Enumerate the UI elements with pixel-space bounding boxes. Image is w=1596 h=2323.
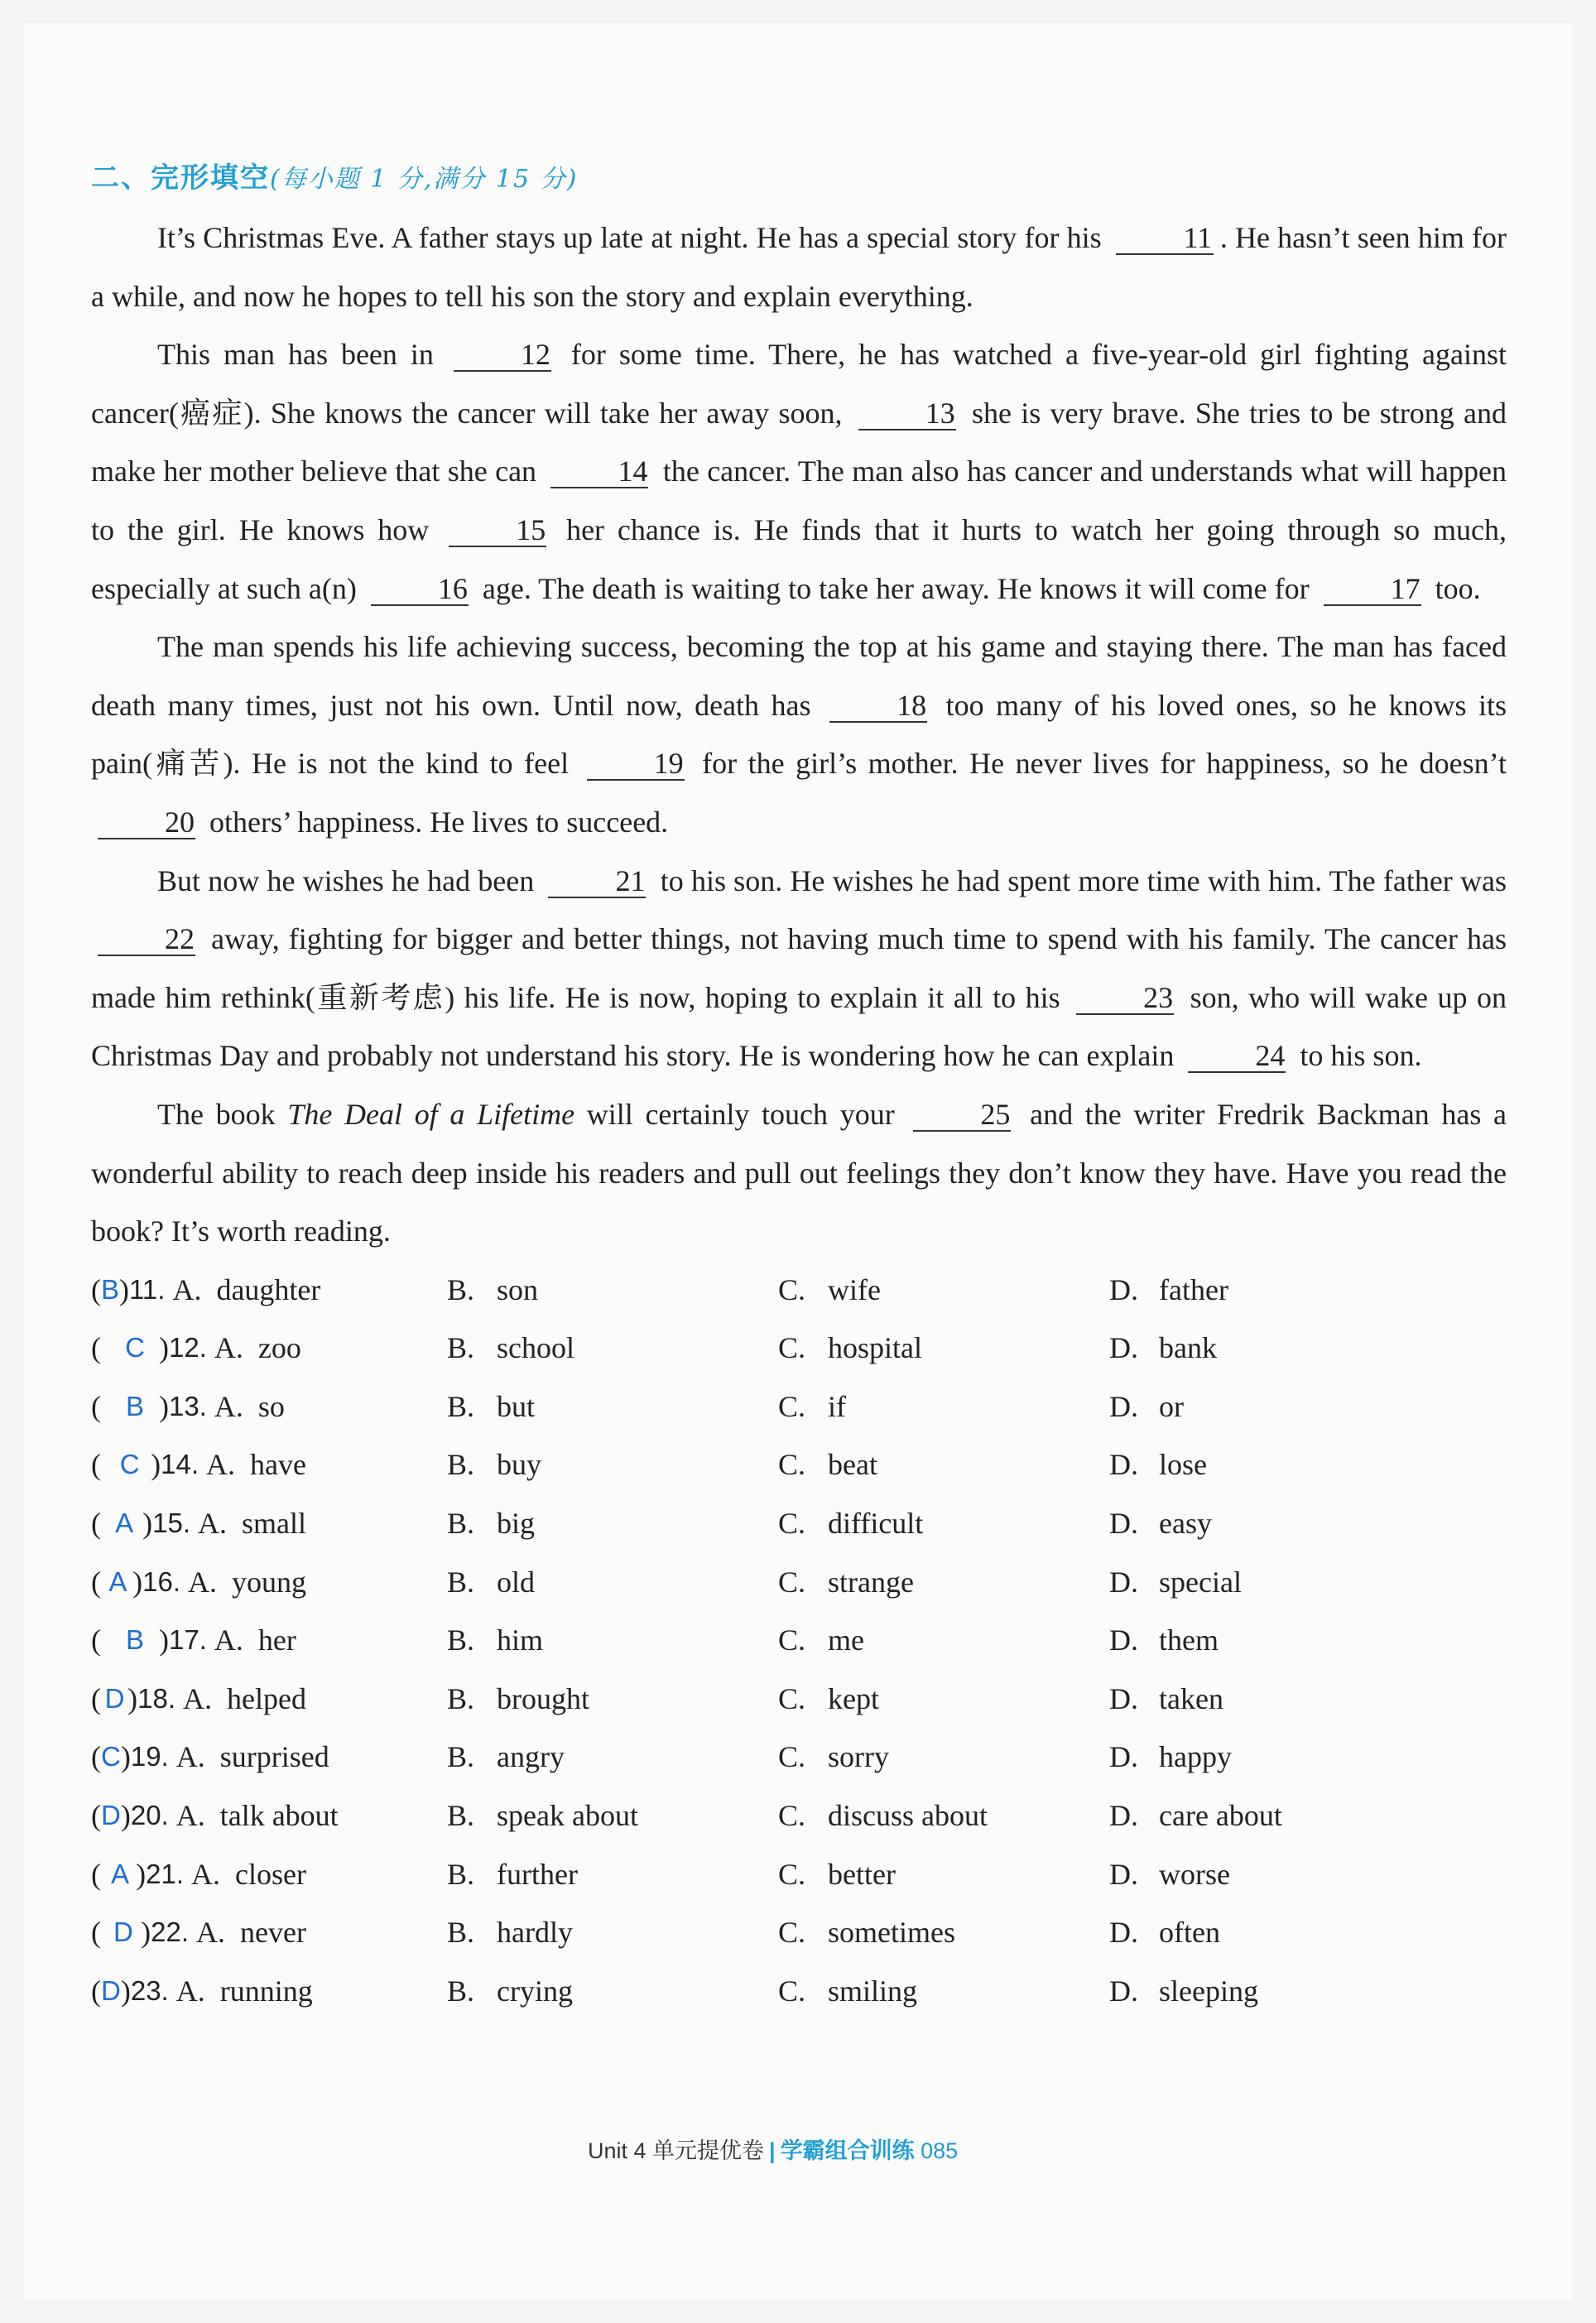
question-head xyxy=(91,1378,306,1436)
text: away, fighting for bigger and better things, not having much time to spend with his family. The cancer has made him rethink(重新考虑) his life. He is now, hoping to explain it all to his xyxy=(91,922,1507,1014)
page-number: 085 xyxy=(921,2138,959,2163)
option-b xyxy=(447,1553,778,1612)
text: and the writer Fredrik Backman has a wonderful ability to reach deep inside his readers and pull out feelings they don’t know they have. Have you read the book? It’s worth reading. xyxy=(91,1097,1507,1248)
close-paren: ) xyxy=(127,1681,138,1715)
question-head xyxy=(91,1553,306,1612)
text: she is very brave. She tries to be strong and make her mother believe that she can xyxy=(91,396,1507,488)
option-text: school xyxy=(497,1331,574,1365)
option-b xyxy=(447,1787,778,1845)
close-paren: ) xyxy=(132,1565,143,1599)
question-row xyxy=(91,1494,1507,1553)
passage-paragraph-3 xyxy=(91,618,1507,851)
question-head xyxy=(91,1494,306,1553)
option-letter: A. xyxy=(188,1565,217,1599)
question-number: 11. xyxy=(129,1273,166,1305)
close-paren: ) xyxy=(142,1507,153,1541)
question-number: 13. xyxy=(169,1390,207,1421)
option-letter: A. xyxy=(183,1681,213,1715)
answer-letter[interactable]: D xyxy=(101,1974,121,2006)
question-row xyxy=(91,1436,1507,1494)
option-text: have xyxy=(250,1448,306,1482)
option-text: helped xyxy=(227,1681,306,1715)
option-letter: C. xyxy=(778,1681,806,1715)
option-letter: A. xyxy=(214,1623,243,1657)
option-text: speak about xyxy=(497,1799,638,1833)
option-a xyxy=(175,1670,306,1729)
option-text: care about xyxy=(1159,1799,1282,1833)
question-head xyxy=(91,1728,329,1787)
option-letter: B. xyxy=(447,1565,475,1599)
option-b xyxy=(447,1261,778,1320)
option-letter: D. xyxy=(1109,1857,1138,1891)
option-text: small xyxy=(242,1507,306,1541)
text: too many of his loved ones, so he knows its pain(痛苦). He is not the kind to feel xyxy=(91,688,1507,781)
option-letter: C. xyxy=(778,1448,806,1482)
option-d xyxy=(1109,1728,1407,1787)
blank-11: 11 xyxy=(1116,222,1214,255)
open-paren: ( xyxy=(91,1272,101,1306)
blank-25: 25 xyxy=(913,1099,1011,1132)
text: The book xyxy=(157,1097,276,1131)
option-text: but xyxy=(497,1389,536,1423)
blank-23: 23 xyxy=(1076,982,1174,1015)
option-letter: A. xyxy=(175,1740,205,1774)
option-text: father xyxy=(1159,1272,1228,1306)
option-letter: C. xyxy=(778,1565,806,1599)
option-text: often xyxy=(1159,1916,1220,1950)
option-letter: D. xyxy=(1109,1389,1138,1423)
option-text: strange xyxy=(828,1565,914,1599)
text: age. The death is waiting to take her away. He knows it will come for xyxy=(482,571,1310,605)
option-letter: D. xyxy=(1109,1331,1138,1365)
option-c xyxy=(778,1553,1109,1612)
option-a xyxy=(207,1378,285,1436)
open-paren: ( xyxy=(91,1799,101,1833)
question-number: 21. xyxy=(146,1858,185,1889)
option-letter: C. xyxy=(778,1857,806,1891)
option-letter: A. xyxy=(196,1916,226,1950)
option-d xyxy=(1109,1436,1407,1494)
question-row xyxy=(91,1378,1507,1436)
close-paren: ) xyxy=(120,1740,131,1774)
question-number: 14. xyxy=(161,1449,200,1480)
option-b xyxy=(447,1494,778,1553)
footer-brand: 学霸组合训练 xyxy=(780,2138,915,2163)
question-head xyxy=(91,1436,306,1494)
option-c xyxy=(778,1611,1109,1670)
option-text: smiling xyxy=(828,1974,918,2008)
option-b xyxy=(447,1962,778,2021)
option-a xyxy=(169,1787,339,1845)
open-paren: ( xyxy=(91,1389,101,1423)
blank-14: 14 xyxy=(550,455,648,488)
text: for the girl’s mother. He never lives for happiness, so he doesn’t xyxy=(702,747,1507,781)
question-number: 18. xyxy=(137,1682,176,1714)
option-text: difficult xyxy=(828,1507,924,1541)
option-letter: C. xyxy=(778,1272,806,1306)
answer-letter[interactable]: A xyxy=(115,1508,134,1539)
question-number: 17. xyxy=(169,1624,207,1656)
option-b xyxy=(447,1319,778,1378)
option-text: hospital xyxy=(828,1331,922,1365)
question-row xyxy=(91,1962,1507,2021)
text: to his son. He wishes he had spent more time with him. The father was xyxy=(660,863,1507,897)
option-letter: C. xyxy=(778,1974,806,2008)
option-letter: D. xyxy=(1109,1916,1138,1950)
option-letter: B. xyxy=(447,1799,475,1833)
open-paren: ( xyxy=(91,1974,101,2008)
option-letter: B. xyxy=(447,1681,475,1715)
option-c xyxy=(778,1319,1109,1378)
option-letter: A. xyxy=(172,1272,202,1306)
option-text: wife xyxy=(828,1272,881,1306)
text: her chance is. He finds that it hurts to watch her going through so much, especially at such a(n) xyxy=(91,512,1507,605)
option-d xyxy=(1109,1494,1407,1553)
option-d xyxy=(1109,1903,1407,1962)
question-head xyxy=(91,1611,306,1670)
text: . He hasn’t seen him for a while, and now he hopes to tell his son the story and explain everything. xyxy=(91,221,1507,313)
option-text: hardly xyxy=(497,1916,573,1950)
question-row xyxy=(91,1319,1507,1378)
option-d xyxy=(1109,1378,1407,1436)
option-c xyxy=(778,1903,1109,1962)
option-letter: B. xyxy=(447,1623,475,1657)
open-paren: ( xyxy=(91,1916,101,1950)
question-list xyxy=(91,1261,1507,2021)
option-letter: D. xyxy=(1109,1623,1138,1657)
answer-letter[interactable]: B xyxy=(125,1624,144,1656)
close-paren: ) xyxy=(119,1272,130,1306)
option-letter: B. xyxy=(447,1389,475,1423)
option-letter: B. xyxy=(447,1857,475,1891)
question-row xyxy=(91,1553,1507,1612)
section-heading-sub: (每小题 1 分,满分 15 分) xyxy=(270,165,579,194)
option-letter: B. xyxy=(447,1974,475,2008)
option-letter: A. xyxy=(198,1507,227,1541)
question-head xyxy=(91,1845,306,1904)
answer-letter[interactable]: B xyxy=(125,1390,144,1421)
option-text: easy xyxy=(1159,1507,1212,1541)
option-text: running xyxy=(219,1974,313,2008)
option-text: special xyxy=(1159,1565,1242,1599)
option-text: never xyxy=(240,1916,306,1950)
option-d xyxy=(1109,1670,1407,1729)
option-d xyxy=(1109,1962,1407,2021)
option-text: sorry xyxy=(828,1740,889,1774)
text: to his son. xyxy=(1300,1039,1422,1073)
text: This man has been in xyxy=(157,338,434,372)
open-paren: ( xyxy=(91,1448,101,1482)
text: too. xyxy=(1435,571,1481,605)
answer-letter[interactable]: D xyxy=(113,1917,133,1948)
question-head xyxy=(91,1319,306,1378)
option-text: happy xyxy=(1159,1740,1232,1774)
option-letter: C. xyxy=(778,1799,806,1833)
option-a xyxy=(199,1436,306,1494)
option-a xyxy=(190,1494,306,1553)
option-text: buy xyxy=(497,1448,541,1482)
blank-17: 17 xyxy=(1324,573,1421,606)
option-c xyxy=(778,1845,1109,1904)
option-text: discuss about xyxy=(828,1799,988,1833)
option-text: sometimes xyxy=(828,1916,955,1950)
option-c xyxy=(778,1787,1109,1845)
option-text: if xyxy=(828,1389,846,1423)
close-paren: ) xyxy=(120,1974,131,2008)
option-letter: D. xyxy=(1109,1507,1138,1541)
option-text: bank xyxy=(1159,1331,1217,1365)
blank-15: 15 xyxy=(449,514,546,547)
option-letter: B. xyxy=(447,1916,475,1950)
option-letter: D. xyxy=(1109,1681,1138,1715)
option-d xyxy=(1109,1319,1407,1378)
footer-unit: Unit 4 单元提优卷 xyxy=(588,2138,765,2163)
option-c xyxy=(778,1261,1109,1320)
option-text: zoo xyxy=(257,1331,301,1365)
option-d xyxy=(1109,1553,1407,1612)
option-c xyxy=(778,1378,1109,1436)
answer-letter[interactable]: C xyxy=(119,1449,140,1480)
option-text: crying xyxy=(497,1974,573,2008)
option-text: kept xyxy=(828,1681,879,1715)
question-head xyxy=(91,1670,306,1729)
option-letter: C. xyxy=(778,1331,806,1365)
option-letter: B. xyxy=(447,1331,475,1365)
option-a xyxy=(169,1962,313,2021)
option-c xyxy=(778,1436,1109,1494)
option-a xyxy=(207,1611,296,1670)
open-paren: ( xyxy=(91,1740,101,1774)
option-d xyxy=(1109,1787,1407,1845)
option-text: closer xyxy=(235,1857,306,1891)
passage-paragraph-5 xyxy=(91,1085,1507,1261)
question-row xyxy=(91,1787,1507,1845)
option-a xyxy=(169,1728,329,1787)
option-letter: C. xyxy=(778,1916,806,1950)
cloze-section xyxy=(91,149,1507,2020)
option-letter: C. xyxy=(778,1507,806,1541)
option-text: sleeping xyxy=(1159,1974,1258,2008)
open-paren: ( xyxy=(91,1331,101,1365)
option-letter: D. xyxy=(1109,1974,1138,2008)
text: The man spends his life achieving success, becoming the top at his game and staying there. The man has faced death many times, just not his own. Until now, death has xyxy=(91,630,1507,722)
blank-13: 13 xyxy=(858,397,956,430)
option-text: further xyxy=(497,1857,578,1891)
option-text: worse xyxy=(1159,1857,1230,1891)
close-paren: ) xyxy=(120,1799,131,1833)
option-text: lose xyxy=(1159,1448,1207,1482)
option-a xyxy=(184,1845,306,1904)
blank-18: 18 xyxy=(829,690,927,723)
option-text: him xyxy=(497,1623,544,1657)
option-text: young xyxy=(232,1565,306,1599)
blank-20: 20 xyxy=(98,806,195,839)
question-number: 23. xyxy=(130,1974,169,2006)
close-paren: ) xyxy=(136,1857,147,1891)
option-b xyxy=(447,1436,778,1494)
option-d xyxy=(1109,1611,1407,1670)
option-b xyxy=(447,1611,778,1670)
close-paren: ) xyxy=(141,1916,151,1950)
option-d xyxy=(1109,1261,1407,1320)
blank-19: 19 xyxy=(587,748,685,781)
option-text: talk about xyxy=(219,1799,339,1833)
question-number: 22. xyxy=(151,1917,190,1948)
passage-paragraph-4 xyxy=(91,852,1507,1085)
option-text: so xyxy=(257,1389,285,1423)
text: But now he wishes he had been xyxy=(157,863,535,897)
option-letter: D. xyxy=(1109,1448,1138,1482)
answer-letter[interactable]: A xyxy=(110,1858,129,1889)
question-head xyxy=(91,1261,321,1320)
close-paren: ) xyxy=(159,1623,169,1657)
option-letter: A. xyxy=(214,1331,243,1365)
option-text: or xyxy=(1159,1389,1184,1423)
option-c xyxy=(778,1670,1109,1729)
option-letter: A. xyxy=(175,1799,205,1833)
option-letter: B. xyxy=(447,1740,475,1774)
option-text: daughter xyxy=(216,1272,321,1306)
option-text: surprised xyxy=(219,1740,329,1774)
option-c xyxy=(778,1494,1109,1553)
option-c xyxy=(778,1962,1109,2021)
text: It’s Christmas Eve. A father stays up late at night. He has a special story for his xyxy=(157,221,1102,254)
option-b xyxy=(447,1845,778,1904)
question-row xyxy=(91,1611,1507,1670)
answer-letter[interactable]: C xyxy=(125,1332,145,1364)
option-a xyxy=(165,1261,320,1320)
option-d xyxy=(1109,1845,1407,1904)
option-text: brought xyxy=(497,1681,589,1715)
section-heading xyxy=(91,149,1507,209)
option-text: old xyxy=(497,1565,536,1599)
passage-paragraph-2 xyxy=(91,325,1507,618)
option-letter: B. xyxy=(447,1272,475,1306)
question-row xyxy=(91,1845,1507,1904)
blank-24: 24 xyxy=(1188,1040,1286,1073)
option-a xyxy=(207,1319,301,1378)
option-letter: D. xyxy=(1109,1740,1138,1774)
option-letter: A. xyxy=(175,1974,205,2008)
open-paren: ( xyxy=(91,1565,101,1599)
option-letter: D. xyxy=(1109,1799,1138,1833)
passage-paragraph-1 xyxy=(91,209,1507,325)
question-number: 16. xyxy=(142,1566,180,1597)
close-paren: ) xyxy=(151,1448,161,1482)
question-head xyxy=(91,1962,313,2021)
option-b xyxy=(447,1378,778,1436)
close-paren: ) xyxy=(159,1389,169,1423)
option-text: big xyxy=(497,1507,536,1541)
footer-separator: | xyxy=(769,2138,776,2163)
option-a xyxy=(180,1553,306,1612)
answer-letter[interactable]: A xyxy=(108,1566,127,1597)
text: son, who will wake up on Christmas Day and probably not understand his story. He is wondering how he can explain xyxy=(91,980,1507,1073)
text: for some time. There, he has watched a five-year-old girl fighting against cancer(癌症). She knows the cancer will take her away soon, xyxy=(91,338,1507,430)
answer-letter[interactable]: C xyxy=(101,1741,121,1772)
option-letter: C. xyxy=(778,1623,806,1657)
option-letter: A. xyxy=(206,1448,236,1482)
question-number: 19. xyxy=(130,1741,169,1772)
option-letter: D. xyxy=(1109,1272,1138,1306)
question-number: 20. xyxy=(130,1800,169,1831)
option-text: son xyxy=(497,1272,539,1306)
book-title: The Deal of a Lifetime xyxy=(287,1097,575,1131)
page-footer xyxy=(588,2133,958,2165)
question-row xyxy=(91,1903,1507,1962)
question-row xyxy=(91,1728,1507,1787)
option-letter: B. xyxy=(447,1448,475,1482)
open-paren: ( xyxy=(91,1681,101,1715)
text: others’ happiness. He lives to succeed. xyxy=(209,805,669,839)
text: will certainly touch your xyxy=(586,1097,895,1131)
option-b xyxy=(447,1728,778,1787)
option-letter: B. xyxy=(447,1507,475,1541)
option-text: me xyxy=(828,1623,864,1657)
option-letter: C. xyxy=(778,1740,806,1774)
open-paren: ( xyxy=(91,1857,101,1891)
blank-12: 12 xyxy=(454,339,551,372)
text: the cancer. The man also has cancer and understands what will happen to the girl. He knows how xyxy=(91,454,1507,546)
option-text: taken xyxy=(1159,1681,1223,1715)
question-head xyxy=(91,1903,306,1962)
option-text: them xyxy=(1159,1623,1219,1657)
blank-16: 16 xyxy=(371,573,469,606)
answer-letter[interactable]: B xyxy=(101,1273,120,1305)
question-row xyxy=(91,1670,1507,1729)
answer-letter[interactable]: D xyxy=(104,1682,125,1714)
option-b xyxy=(447,1903,778,1962)
question-head xyxy=(91,1787,339,1845)
option-a xyxy=(189,1903,306,1962)
option-letter: C. xyxy=(778,1389,806,1423)
option-text: her xyxy=(257,1623,296,1657)
option-text: beat xyxy=(828,1448,877,1482)
answer-letter[interactable]: D xyxy=(101,1800,121,1831)
open-paren: ( xyxy=(91,1623,101,1657)
option-text: better xyxy=(828,1857,896,1891)
option-b xyxy=(447,1670,778,1729)
option-letter: D. xyxy=(1109,1565,1138,1599)
question-number: 12. xyxy=(169,1332,207,1364)
option-letter: A. xyxy=(191,1857,221,1891)
question-number: 15. xyxy=(152,1508,190,1539)
blank-21: 21 xyxy=(548,865,646,898)
section-heading-main: 二、完形填空 xyxy=(91,161,270,195)
open-paren: ( xyxy=(91,1507,101,1541)
option-c xyxy=(778,1728,1109,1787)
blank-22: 22 xyxy=(98,923,195,956)
close-paren: ) xyxy=(159,1331,169,1365)
option-letter: A. xyxy=(214,1389,243,1423)
question-row xyxy=(91,1261,1507,1320)
option-text: angry xyxy=(497,1740,565,1774)
